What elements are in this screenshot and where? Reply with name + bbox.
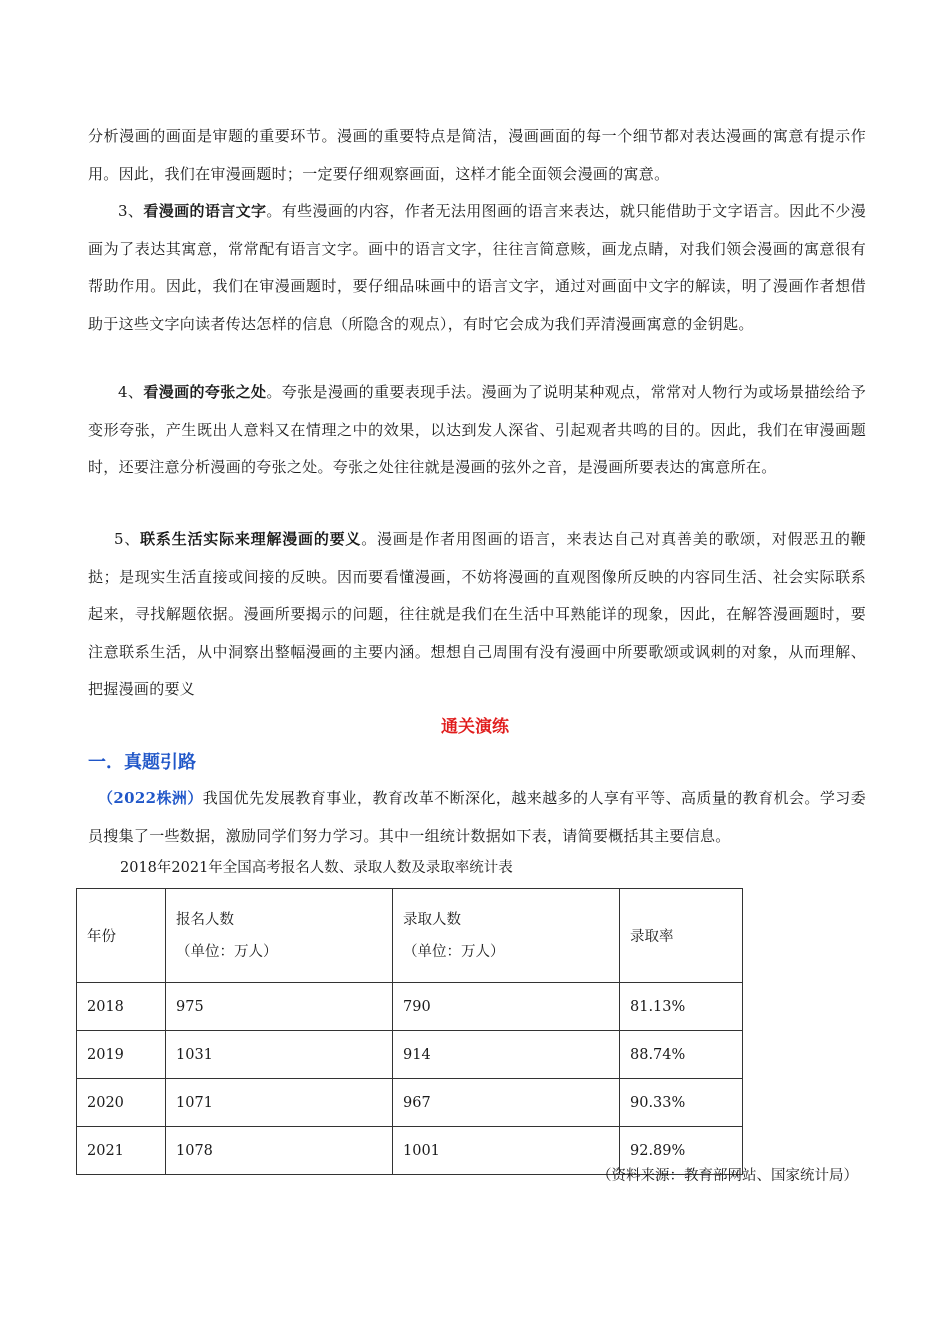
table-row: [77, 983, 743, 1031]
cell-year: 2020: [77, 1079, 166, 1127]
table-caption: 2018年2021年全国高考报名人数、录取人数及录取率统计表: [120, 860, 513, 876]
header-year: 年份: [77, 889, 166, 983]
header-admitted: [393, 889, 620, 983]
cell-applicants: 1031: [166, 1031, 393, 1079]
table-header-row: [77, 889, 743, 983]
cell-applicants: 1071: [166, 1079, 393, 1127]
cell-admitted: 914: [393, 1031, 620, 1079]
paragraph-number: 5、: [114, 530, 141, 548]
cell-year: 2019: [77, 1031, 166, 1079]
question-source-tag: （2022株洲）: [98, 789, 203, 807]
header-applicants: [166, 889, 393, 983]
paragraph-heading: 联系生活实际来理解漫画的要义: [140, 530, 362, 548]
header-applicants-label: 报名人数: [176, 911, 234, 928]
paragraph-text: 。有些漫画的内容，作者无法用图画的语言来表达，就只能借助于文字语言。因此不少漫画为了表达其寓意，常常配有语言文字。画中的语言文字，往往言简意赅，画龙点睛，对我们领会漫画的寓意很有帮助作用。因此，我们在审漫画题时，要仔细品味画中的语言文字，通过对画面中文字的解读，明了漫画作者想借助于这些文字向读者传达怎样的信息（所隐含的观点），有时它会成为我们弄清漫画寓意的金钥匙。: [88, 202, 866, 333]
statistics-table: [76, 888, 743, 1175]
cell-admitted: 1001: [393, 1127, 620, 1175]
cell-rate: 88.74%: [620, 1031, 743, 1079]
sub-title: 一．真题引路: [88, 752, 196, 773]
cell-year: 2018: [77, 983, 166, 1031]
cell-admitted: 790: [393, 983, 620, 1031]
cell-rate: 92.89%: [620, 1127, 743, 1175]
cell-year: 2021: [77, 1127, 166, 1175]
cell-rate: 81.13%: [620, 983, 743, 1031]
table-row: [77, 1031, 743, 1079]
paragraph-exaggeration: [88, 374, 866, 487]
paragraph-text: 。夸张是漫画的重要表现手法。漫画为了说明某种观点，常常对人物行为或场景描绘给予变形夸张，产生既出人意料又在情理之中的效果，以达到发人深省、引起观者共鸣的目的。因此，我们在审漫画题时，还要注意分析漫画的夸张之处。夸张之处往往就是漫画的弦外之音，是漫画所要表达的寓意所在。: [88, 383, 866, 476]
question-text: 我国优先发展教育事业，教育改革不断深化，越来越多的人享有平等、高质量的教育机会。学习委员搜集了一些数据，激励同学们努力学习。其中一组统计数据如下表，请简要概括其主要信息。: [88, 789, 866, 845]
cell-applicants: 1078: [166, 1127, 393, 1175]
paragraph-heading: 看漫画的夸张之处: [143, 383, 267, 401]
paragraph-real-life: [88, 521, 866, 709]
cell-admitted: 967: [393, 1079, 620, 1127]
paragraph-heading: 看漫画的语言文字: [143, 202, 267, 220]
header-admitted-unit: （单位：万人）: [403, 943, 505, 960]
paragraph-number: 4、: [118, 383, 144, 401]
header-admitted-label: 录取人数: [403, 911, 461, 928]
data-source-note: （资料来源：教育部网站、国家统计局）: [597, 1168, 858, 1184]
question-paragraph: [88, 780, 866, 855]
paragraph-observe-picture: [88, 118, 866, 193]
table-row: [77, 1079, 743, 1127]
header-rate: 录取率: [620, 889, 743, 983]
section-title: 通关演练: [441, 717, 509, 737]
cell-applicants: 975: [166, 983, 393, 1031]
header-applicants-unit: （单位：万人）: [176, 943, 278, 960]
cell-rate: 90.33%: [620, 1079, 743, 1127]
paragraph-number: 3、: [118, 202, 144, 220]
paragraph-language-text: [88, 193, 866, 343]
paragraph-text: 。漫画是作者用图画的语言，来表达自己对真善美的歌颂，对假恶丑的鞭挞；是现实生活直接或间接的反映。因而要看懂漫画，不妨将漫画的直观图像所反映的内容同生活、社会实际联系起来，寻找解题依据。漫画所要揭示的问题，往往就是我们在生活中耳熟能详的现象，因此，在解答漫画题时，要注意联系生活，从中洞察出整幅漫画的主要内涵。想想自己周围有没有漫画中所要歌颂或讽刺的对象，从而理解、把握漫画的要义: [88, 530, 866, 698]
paragraph-text: 分析漫画的画面是审题的重要环节。漫画的重要特点是简洁，漫画画面的每一个细节都对表达漫画的寓意有提示作用。因此，我们在审漫画题时；一定要仔细观察画面，这样才能全面领会漫画的寓意。: [88, 127, 866, 183]
